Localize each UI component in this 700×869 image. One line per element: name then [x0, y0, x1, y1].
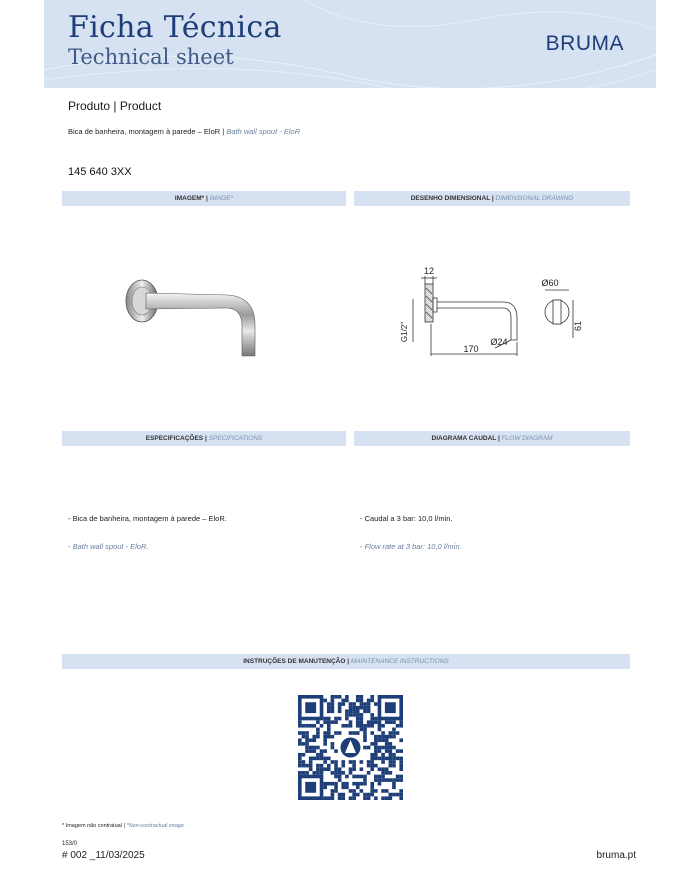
dim-12: 12 [423, 266, 435, 276]
reference-number: 153/0 [62, 841, 78, 847]
flow-line-pt: - Caudal a 3 bar: 10,0 l/min. [360, 514, 453, 523]
qr-code[interactable] [298, 695, 403, 800]
product-description [68, 127, 300, 136]
section-drawing-en: DIMENSIONAL DRAWING [495, 195, 574, 202]
product-label-en: Product [119, 99, 162, 113]
dim-thread: G1/2" [400, 321, 409, 343]
note-en: *Non-contractual image [126, 823, 184, 829]
title-english: Technical sheet [68, 45, 234, 69]
document-number: # 002 _11/03/2025 [62, 850, 145, 861]
section-image-en: IMAGE* [209, 195, 234, 202]
dimensional-drawing [395, 262, 585, 362]
header-banner [44, 0, 656, 88]
spec-line-pt: - Bica de banheira, montagem à parede – EloR. [68, 514, 227, 523]
section-bar-flow: DIAGRAMA CAUDAL | FLOW DIAGRAM [354, 431, 630, 446]
section-bar-maintenance: INSTRUÇÕES DE MANUTENÇÃO | MAINTENANCE INSTRUCTIONS [62, 654, 630, 669]
flow-line-en: - Flow rate at 3 bar: 10,0 l/min. [360, 542, 462, 551]
section-flow-pt: DIAGRAMA CAUDAL [431, 435, 497, 442]
dim-24: Ø24 [490, 337, 508, 347]
section-bar-specs: ESPECIFICAÇÕES | SPECIFICATIONS [62, 431, 346, 446]
desc-pt: Bica de banheira, montagem à parede – EloR [68, 127, 221, 136]
section-drawing-pt: DESENHO DIMENSIONAL [410, 195, 491, 202]
separator: | [113, 99, 120, 113]
section-bar-image: IMAGEM* | IMAGE* [62, 191, 346, 206]
product-code: 145 640 3XX [68, 166, 132, 178]
product-label-pt: Produto [68, 99, 111, 113]
dim-170: 170 [463, 344, 479, 354]
separator: | [222, 127, 227, 136]
brand-logo: BRUMA [545, 32, 624, 55]
section-bar-drawing: DESENHO DIMENSIONAL | DIMENSIONAL DRAWING [354, 191, 630, 206]
website-link[interactable]: bruma.pt [596, 850, 636, 861]
section-maintenance-en: MAINTENANCE INSTRUCTIONS [350, 658, 449, 665]
section-specs-en: SPECIFICATIONS [208, 435, 263, 442]
section-maintenance-pt: INSTRUÇÕES DE MANUTENÇÃO [243, 658, 346, 665]
title-portuguese: Ficha Técnica [68, 10, 282, 45]
product-heading [68, 99, 161, 113]
note-pt: * Imagem não contratual [62, 823, 122, 829]
section-image-pt: IMAGEM* [174, 195, 205, 202]
dim-60: Ø60 [541, 278, 559, 288]
desc-en: Bath wall spout - EloR [226, 127, 301, 136]
dim-61: 61 [573, 320, 583, 332]
product-image [118, 278, 268, 360]
section-specs-pt: ESPECIFICAÇÕES [145, 435, 204, 442]
spec-line-en: - Bath wall spout - EloR. [68, 542, 149, 551]
section-flow-en: FLOW DIAGRAM [501, 435, 553, 442]
footnote: * Imagem não contratual | *Non-contractual image [62, 823, 184, 829]
